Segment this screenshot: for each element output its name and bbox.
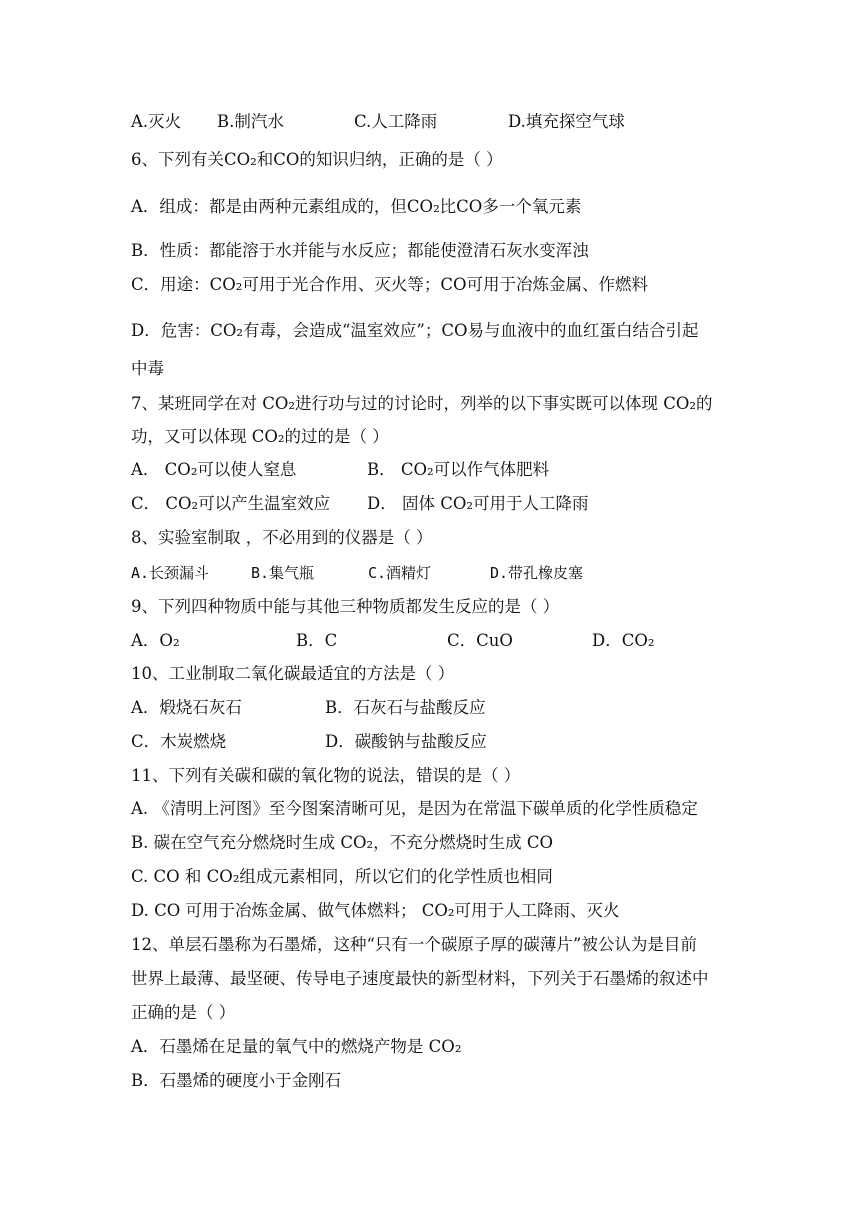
q11-option-d: D. CO 可用于冶炼金属、做气体燃料； CO₂可用于人工降雨、灭火 <box>131 901 620 920</box>
q10-option-c: C．木炭燃烧 <box>131 732 227 751</box>
q8-option-d: D.带孔橡皮塞 <box>490 564 584 582</box>
q8-option-b: B.集气瓶 <box>251 564 315 582</box>
q10-option-d: D．碳酸钠与盐酸反应 <box>325 732 487 751</box>
q5-option-d: D.填充探空气球 <box>508 112 625 131</box>
q5-option-c: C.人工降雨 <box>354 112 438 131</box>
q7-stem-line2: 功，又可以体现 CO₂的过的是（ ） <box>131 427 389 446</box>
q5-option-b: B.制汽水 <box>217 112 284 131</box>
q7-option-a: A． CO₂可以使人窒息 <box>131 460 297 479</box>
q8-option-c: C.酒精灯 <box>368 564 432 582</box>
q5-options <box>131 111 625 133</box>
q10-stem: 10、工业制取二氧化碳最适宜的方法是（ ） <box>131 664 455 683</box>
q8-option-a: A.长颈漏斗 <box>131 564 210 582</box>
q11-option-a: A. 《清明上河图》至今图案清晰可见，是因为在常温下碳单质的化学性质稳定 <box>131 799 698 818</box>
q9-options <box>131 630 655 652</box>
q7-options-row1 <box>131 459 549 481</box>
q12-stem-line2: 世界上最薄、最坚硬、传导电子速度最快的新型材料，下列关于石墨烯的叙述中 <box>131 969 709 988</box>
q8-stem: 8、实验室制取 ，不必用到的仪器是（ ） <box>131 528 433 547</box>
q10-options-row1 <box>131 697 486 719</box>
q11-stem: 11、下列有关碳和碳的氧化物的说法，错误的是（ ） <box>131 766 521 785</box>
q7-option-b: B． CO₂可以作气体肥料 <box>367 460 550 479</box>
q5-option-a: A.灭火 <box>131 112 182 131</box>
q6-option-d-line2: 中毒 <box>131 359 164 378</box>
q6-option-a: A．组成：都是由两种元素组成的，但CO₂比CO多一个氧元素 <box>131 197 582 216</box>
q9-option-b: B．C <box>296 631 338 650</box>
q7-options-row2 <box>131 493 589 515</box>
q7-option-c: C． CO₂可以产生温室效应 <box>131 494 331 513</box>
q6-option-c: C．用途：CO₂可用于光合作用、灭火等；CO可用于冶炼金属、作燃料 <box>131 275 649 294</box>
q6-stem: 6、下列有关CO₂和CO的知识归纳，正确的是（ ） <box>131 150 503 169</box>
q8-options <box>131 562 583 584</box>
q10-options-row2 <box>131 731 487 753</box>
q10-option-a: A．煅烧石灰石 <box>131 698 242 717</box>
q12-stem-line3: 正确的是（ ） <box>131 1003 236 1022</box>
q12-option-b: B．石墨烯的硬度小于金刚石 <box>131 1071 342 1090</box>
q11-option-c: C. CO 和 CO₂组成元素相同，所以它们的化学性质也相同 <box>131 867 553 886</box>
q9-option-c: C．CuO <box>447 631 513 650</box>
q9-stem: 9、下列四种物质中能与其他三种物质都发生反应的是（ ） <box>131 597 560 616</box>
q12-option-a: A．石墨烯在足量的氧气中的燃烧产物是 CO₂ <box>131 1037 462 1056</box>
q6-option-d-line1: D．危害：CO₂有毒，会造成“温室效应”；CO易与血液中的血红蛋白结合引起 <box>131 321 699 340</box>
q7-stem-line1: 7、某班同学在对 CO₂进行功与过的讨论时，列举的以下事实既可以体现 CO₂的 <box>131 394 713 413</box>
q6-option-b: B．性质：都能溶于水并能与水反应；都能使澄清石灰水变浑浊 <box>131 241 589 260</box>
q11-option-b: B. 碳在空气充分燃烧时生成 CO₂，不充分燃烧时生成 CO <box>131 833 554 852</box>
q7-option-d: D． 固体 CO₂可用于人工降雨 <box>367 494 589 513</box>
q12-stem-line1: 12、单层石墨称为石墨烯，这种“只有一个碳原子厚的碳薄片”被公认为是目前 <box>131 935 697 954</box>
q10-option-b: B．石灰石与盐酸反应 <box>325 698 486 717</box>
q9-option-d: D．CO₂ <box>592 631 655 650</box>
q9-option-a: A．O₂ <box>131 631 180 650</box>
